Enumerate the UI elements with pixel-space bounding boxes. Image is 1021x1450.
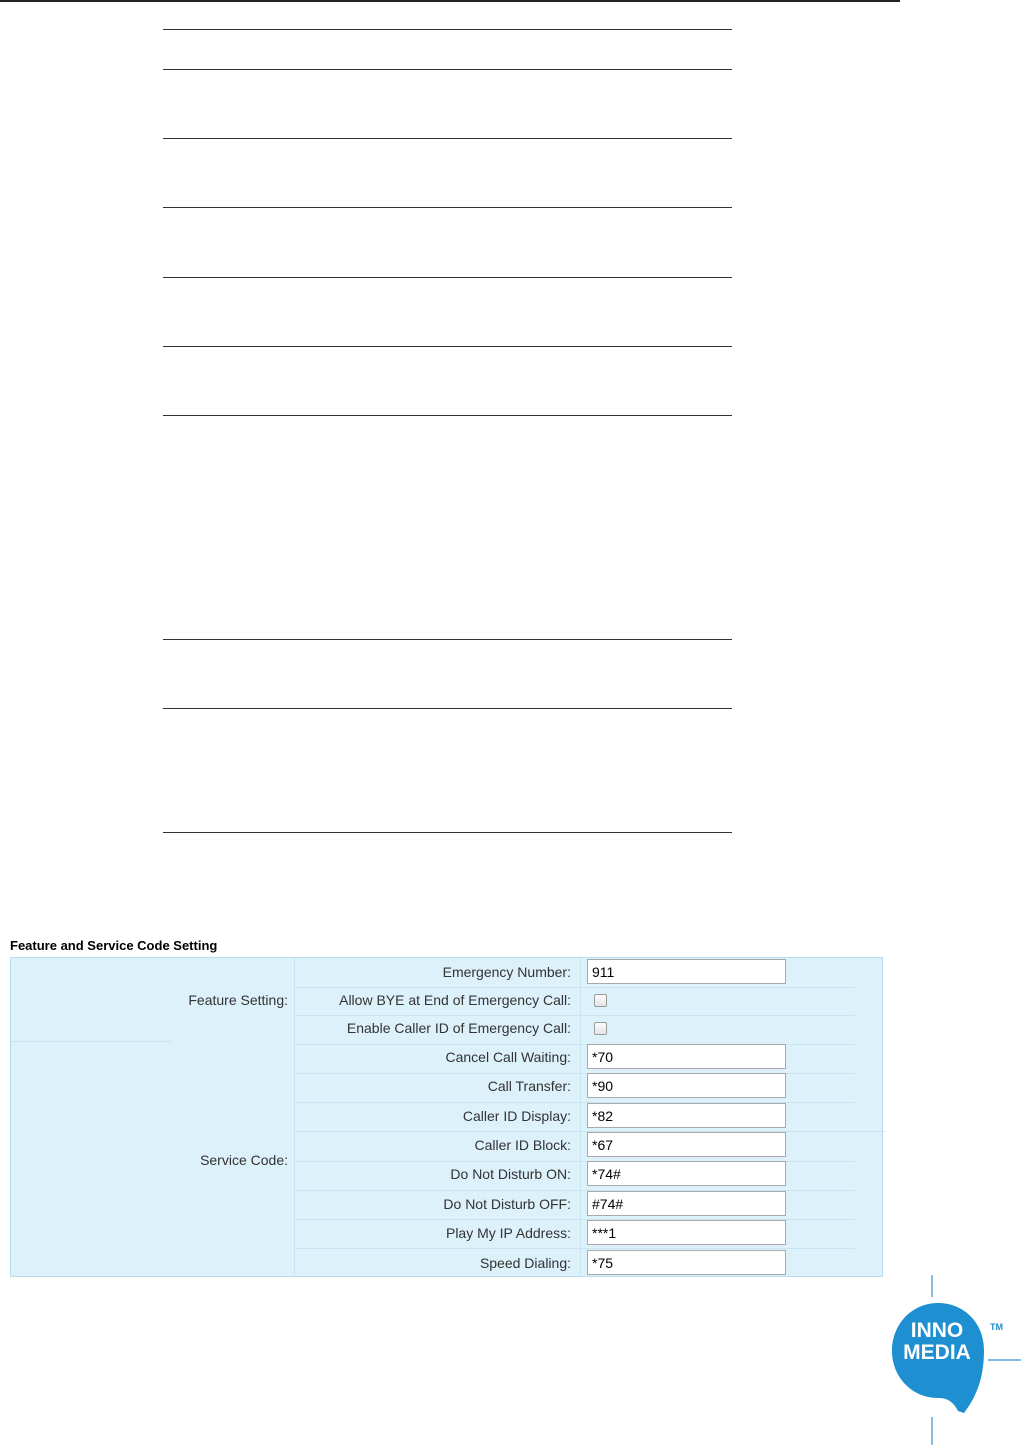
allow-bye-checkbox[interactable] [594,994,607,1007]
service-code-label: Service Code: [200,1152,288,1168]
enable-caller-id-label: Enable Caller ID of Emergency Call: [346,1020,571,1036]
logo-trademark: TM [990,1322,1003,1332]
table-rule [163,346,732,347]
dnd-off-label: Do Not Disturb OFF: [443,1196,571,1212]
enable-caller-id-checkbox[interactable] [594,1022,607,1035]
logo-text-media: MEDIA [903,1341,971,1364]
table-rule [163,277,732,278]
dnd-on-label: Do Not Disturb ON: [450,1166,571,1182]
table-rule [163,415,732,416]
dnd-on-input[interactable] [587,1161,786,1186]
table-rule [163,138,732,139]
panel-title: Feature and Service Code Setting [10,938,218,953]
emergency-number-input[interactable] [587,959,786,984]
logo-graphic [880,1275,1021,1445]
caller-id-display-input[interactable] [587,1103,786,1128]
caller-id-block-input[interactable] [587,1132,786,1157]
table-rule [163,639,732,640]
call-transfer-input[interactable] [587,1073,786,1098]
column-divider [580,958,581,1276]
row-divider [295,987,855,988]
innomedia-logo [880,1275,1021,1445]
table-rule [163,29,732,30]
group-divider [11,1041,171,1042]
table-rule [163,207,732,208]
row-divider [295,1015,855,1016]
caller-id-block-label: Caller ID Block: [474,1137,571,1153]
header-rule [0,0,900,2]
table-rule [163,69,732,70]
speed-dialing-label: Speed Dialing: [479,1255,571,1271]
table-rule [163,832,732,833]
table-rule [163,708,732,709]
cancel-call-waiting-input[interactable] [587,1044,786,1069]
play-ip-label: Play My IP Address: [445,1225,571,1241]
speed-dialing-input[interactable] [587,1250,786,1275]
cancel-call-waiting-label: Cancel Call Waiting: [445,1049,571,1065]
feature-setting-label: Feature Setting: [188,992,288,1008]
call-transfer-label: Call Transfer: [487,1078,571,1094]
caller-id-display-label: Caller ID Display: [462,1108,571,1124]
dnd-off-input[interactable] [587,1191,786,1216]
allow-bye-label: Allow BYE at End of Emergency Call: [339,992,571,1008]
emergency-number-label: Emergency Number: [442,964,571,980]
row-divider [295,1248,855,1249]
logo-text-inno: INNO [910,1319,964,1342]
play-ip-input[interactable] [587,1220,786,1245]
